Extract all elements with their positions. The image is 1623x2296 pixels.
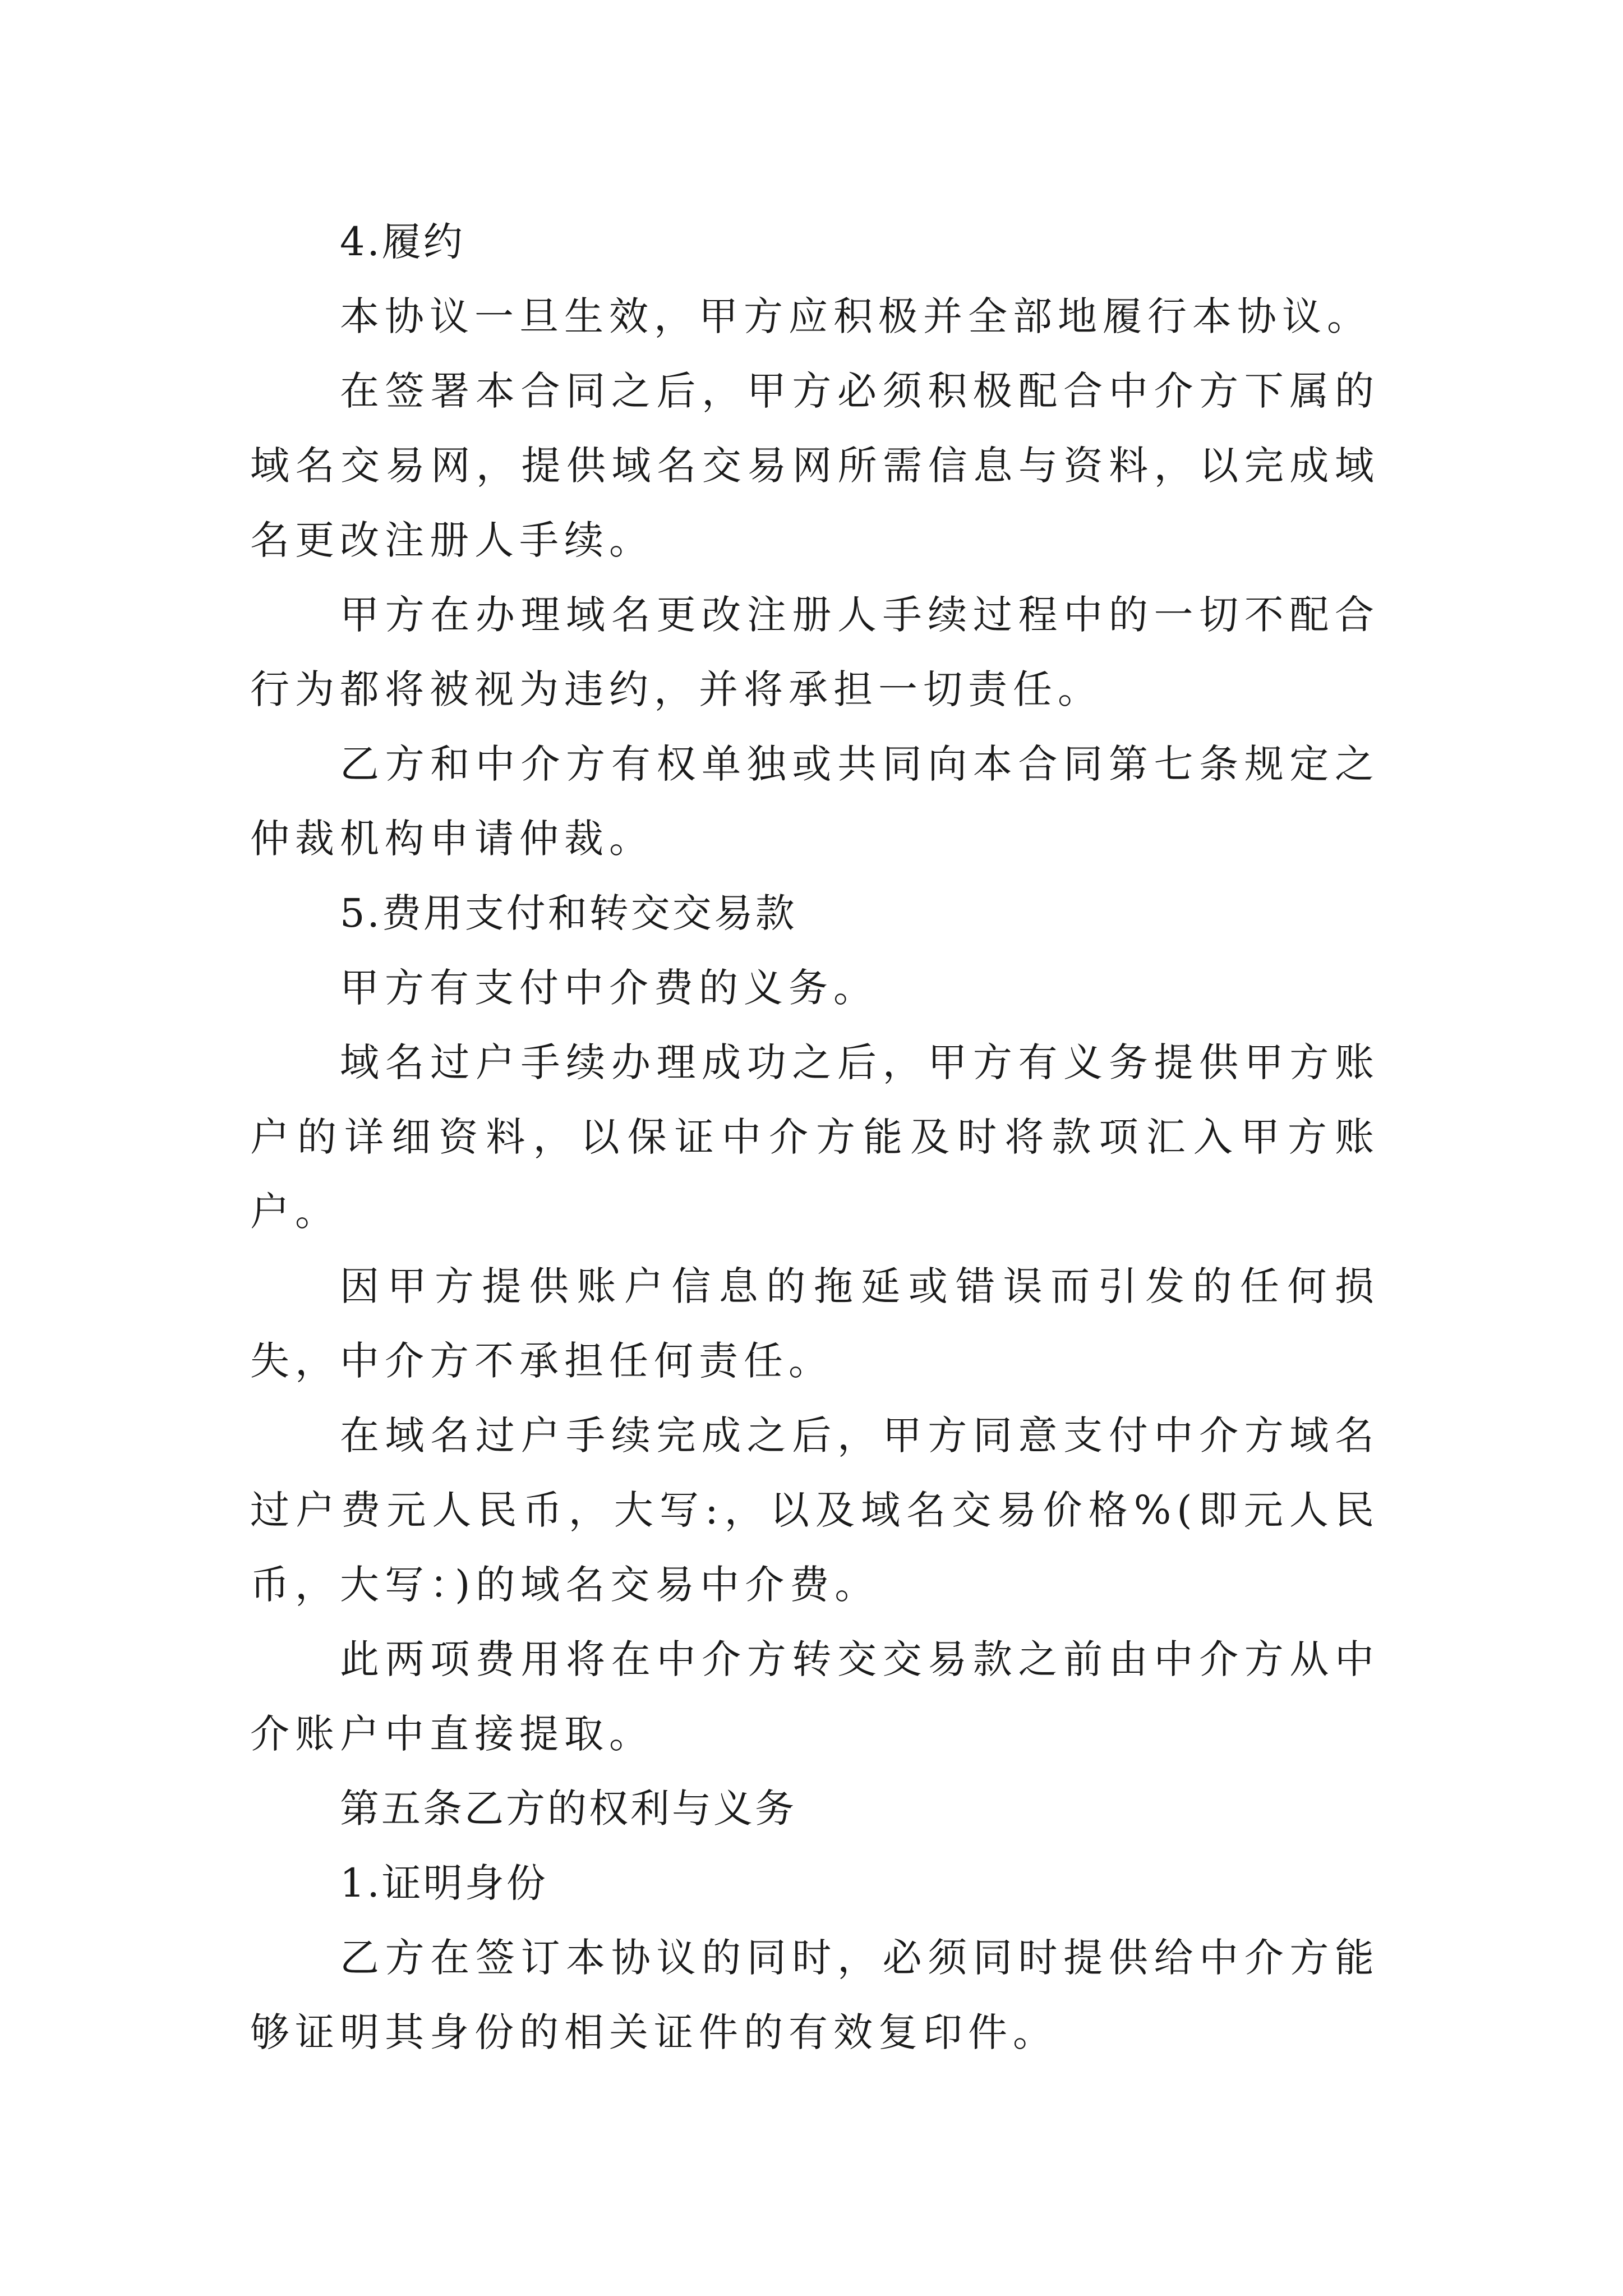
section-heading-performance: 4.履约	[340, 219, 465, 265]
section-heading-fees: 5.费用支付和转交交易款	[340, 890, 797, 936]
document-body	[250, 205, 1380, 2070]
paragraph: 乙方在签订本协议的同时，必须同时提供给中介方能够证明其身份的相关证件的有效复印件。	[250, 1935, 1380, 2055]
paragraph: 因甲方提供账户信息的拖延或错误而引发的任何损失，中介方不承担任何责任。	[250, 1263, 1380, 1384]
article-heading-party-b: 第五条乙方的权利与义务	[340, 1786, 796, 1832]
paragraph: 乙方和中介方有权单独或共同向本合同第七条规定之仲裁机构申请仲裁。	[250, 741, 1380, 862]
section-heading-identity: 1.证明身份	[340, 1860, 548, 1906]
paragraph: 甲方在办理域名更改注册人手续过程中的一切不配合行为都将被视为违约，并将承担一切责任。	[250, 592, 1380, 712]
paragraph: 本协议一旦生效，甲方应积极并全部地履行本协议。	[340, 293, 1372, 339]
paragraph: 此两项费用将在中介方转交交易款之前由中介方从中介账户中直接提取。	[250, 1636, 1380, 1757]
paragraph: 在域名过户手续完成之后，甲方同意支付中介方域名过户费元人民币，大写:，以及域名交易价格%(即元人民币，大写：)的域名交易中介费。	[250, 1412, 1380, 1608]
paragraph: 域名过户手续办理成功之后，甲方有义务提供甲方账户的详细资料，以保证中介方能及时将款项汇入甲方账户。	[250, 1039, 1380, 1235]
paragraph: 甲方有支付中介费的义务。	[340, 965, 878, 1011]
paragraph: 在签署本合同之后，甲方必须积极配合中介方下属的域名交易网，提供域名交易网所需信息与资料，以完成域名更改注册人手续。	[250, 368, 1380, 563]
